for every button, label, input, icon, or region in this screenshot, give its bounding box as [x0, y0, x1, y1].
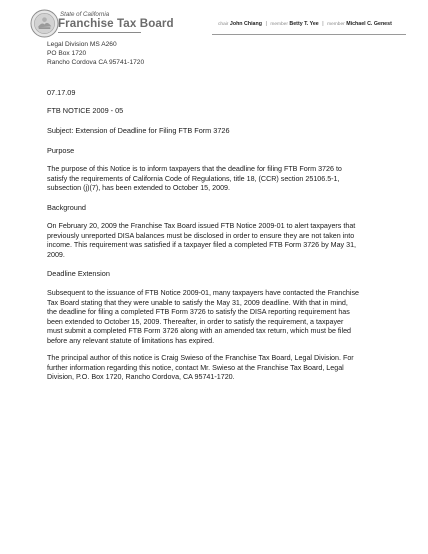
text-line: previously unreported DISA balances must be disclosed in order to ensure they are not taken into [47, 231, 355, 240]
section-heading-background: Background [47, 203, 86, 212]
board-member-name: Michael C. Genest [346, 21, 392, 27]
text-line: On February 20, 2009 the Franchise Tax Board issued FTB Notice 2009-01 to alert taxpayers that [47, 222, 356, 230]
text-line: 2009. [47, 250, 65, 259]
text-line: the deadline for filing a completed FTB Form 3726 to satisfy the DISA reporting requirement has [47, 308, 350, 316]
text-line: been extended to October 15, 2009. Thereafter, in order to satisfy the requirement, a taxpayer [47, 317, 344, 326]
text-line: The purpose of this Notice is to inform taxpayers that the deadline for filing FTB Form 3726 to [47, 165, 342, 173]
board-members [218, 21, 392, 27]
purpose-paragraph [47, 165, 403, 194]
org-name: Franchise Tax Board [58, 17, 174, 30]
board-member-name: Betty T. Yee [289, 21, 319, 27]
deadline-paragraph-2 [47, 354, 403, 383]
subject-line [47, 126, 230, 135]
state-seal-icon [30, 9, 59, 38]
notice-date: 07.17.09 [47, 88, 76, 97]
divider: | [265, 21, 267, 27]
text-line: must submit a completed FTB Form 3726 along with an amended tax return, which must be filed [47, 327, 352, 335]
text-line: Division, P.O. Box 1720, Rancho Cordova, CA 95741-1720. [47, 373, 235, 381]
divider: | [322, 21, 324, 27]
deadline-paragraph-1 [47, 289, 403, 346]
header-rule [212, 34, 406, 35]
text-line: satisfy the requirements of California Code of Regulations, title 18, (CCR) section 25106.5-1, [47, 174, 340, 183]
org-small-label: State of California [60, 11, 110, 18]
text-line: income. This requirement was satisfied if a taxpayer filed a completed FTB Form 3726 by May 31, [47, 241, 357, 249]
subject-label: Subject: [47, 126, 74, 135]
subject-text: Extension of Deadline for Filing FTB Form 3726 [75, 126, 230, 135]
notice-number: FTB NOTICE 2009 - 05 [47, 106, 124, 115]
background-paragraph [47, 222, 403, 260]
logo-underline [58, 32, 141, 33]
section-heading-deadline-extension: Deadline Extension [47, 269, 110, 278]
board-member-name: John Chiang [229, 21, 262, 27]
board-role: member [327, 22, 345, 27]
return-address [47, 40, 144, 67]
text-line: Tax Board stating that they were unable to satisfy the May 31, 2009 deadline. With that in mind, [47, 298, 348, 307]
text-line: further information regarding this notice, contact Mr. Swieso at the Franchise Tax Board, Legal [47, 363, 344, 372]
address-line: Legal Division MS A260 [47, 41, 117, 48]
text-line: Subsequent to the issuance of FTB Notice 2009-01, many taxpayers have contacted the Franchise [47, 289, 359, 297]
board-role: chair [218, 22, 229, 27]
text-line: before any relevant statute of limitations has expired. [47, 336, 215, 345]
text-line: The principal author of this notice is Craig Swieso of the Franchise Tax Board, Legal Division. For [47, 354, 354, 362]
text-line: subsection (j)(7), has been extended to October 15, 2009. [47, 184, 230, 192]
section-heading-purpose: Purpose [47, 146, 75, 155]
board-role: member [270, 22, 288, 27]
address-line: PO Box 1720 [47, 50, 87, 57]
address-line: Rancho Cordova CA 95741-1720 [47, 59, 145, 66]
